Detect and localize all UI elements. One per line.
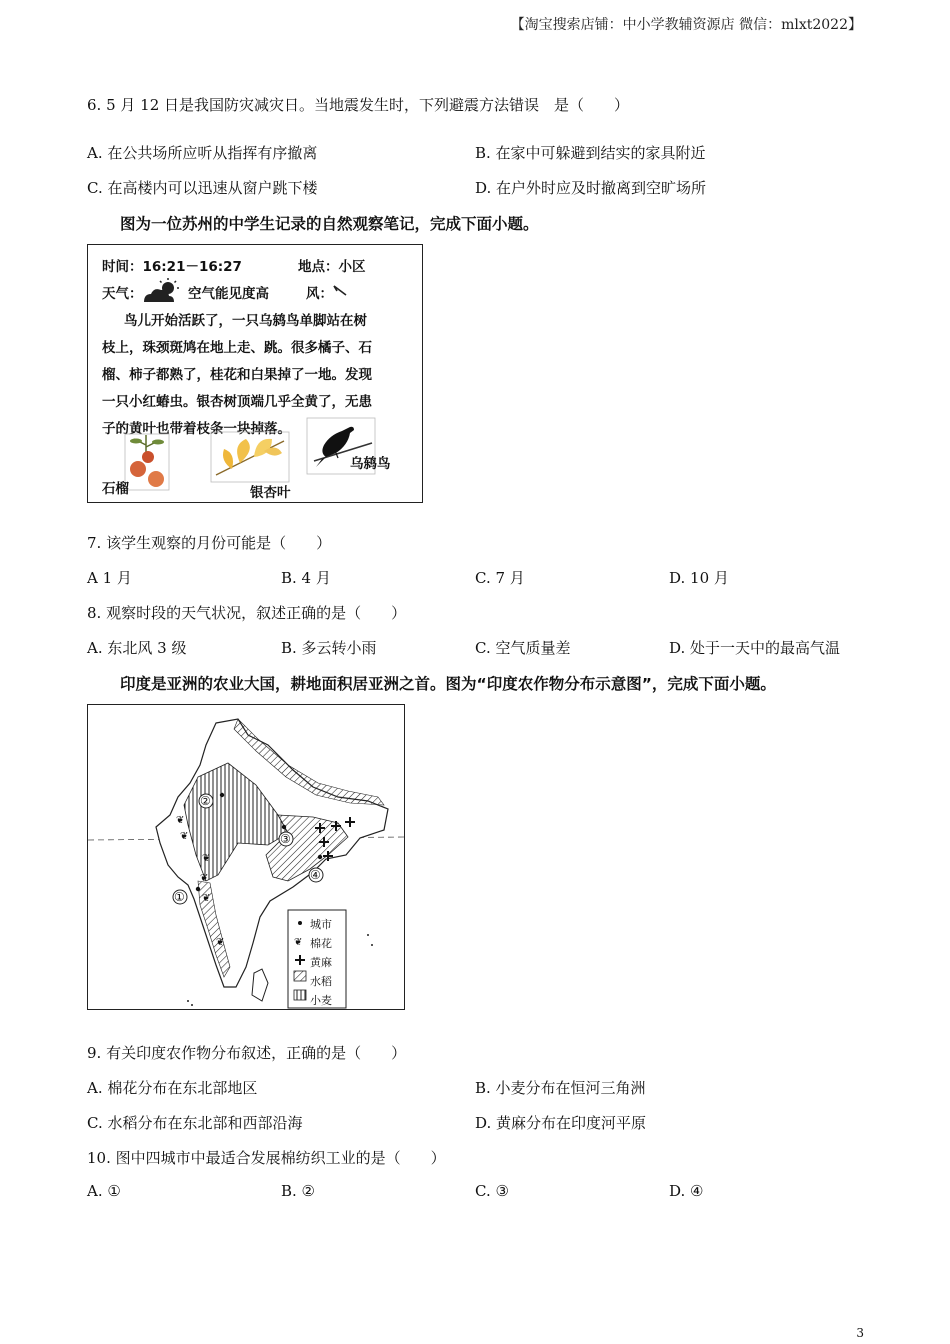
note-line-5: 子的黄叶也带着枝条一块掉落。	[102, 421, 291, 437]
note-line-4: 一只小红蝽虫。银杏树顶端几乎全黄了，无患	[102, 394, 372, 410]
india-map-drawing	[88, 705, 405, 1010]
note-line-2: 枝上，珠颈斑鸠在地上走、跳。很多橘子、石	[102, 340, 372, 356]
legend-wheat-icon	[294, 990, 306, 1000]
map-marker-2: ②	[200, 794, 211, 808]
svg-text:❦: ❦	[200, 873, 209, 884]
q6-option-a[interactable]: A. 在公共场所应听从指挥有序撤离	[87, 144, 318, 162]
q6-option-b[interactable]: B. 在家中可躲避到结实的家具附近	[475, 144, 706, 162]
legend-city-icon	[298, 921, 302, 925]
wind-symbol-icon	[332, 283, 350, 299]
q10-stem: 10. 图中四城市中最适合发展棉纺织工业的是（ ）	[87, 1149, 446, 1167]
note-wind-label: 风：	[306, 286, 333, 302]
sun-cloud-icon	[140, 278, 180, 304]
note-place: 地点：小区	[298, 259, 366, 275]
q10-option-b[interactable]: B. ②	[281, 1182, 316, 1200]
pomegranate-illustration	[124, 433, 170, 491]
q8-stem: 8. 观察时段的天气状况，叙述正确的是（ ）	[87, 604, 407, 622]
label-blackbird: 乌鸫鸟	[350, 456, 391, 472]
india-crop-map	[87, 704, 405, 1010]
page-header: 【淘宝搜索店铺：中小学教辅资源店 微信：mlxt2022】	[510, 17, 862, 33]
q8-option-d[interactable]: D. 处于一天中的最高气温	[669, 639, 841, 657]
q7-option-c[interactable]: C. 7 月	[475, 569, 525, 587]
note-weather-label: 天气：	[102, 286, 143, 302]
svg-text:❦: ❦	[216, 937, 225, 948]
page-number: 3	[856, 1326, 864, 1340]
svg-text:❦: ❦	[176, 815, 185, 826]
q9-option-d[interactable]: D. 黄麻分布在印度河平原	[475, 1114, 647, 1132]
note-line-3: 榴、柿子都熟了，桂花和白果掉了一地。发现	[102, 367, 372, 383]
svg-text:❦: ❦	[202, 893, 211, 904]
q7-option-a[interactable]: A 1 月	[87, 569, 132, 587]
map-marker-3: ③	[280, 832, 291, 846]
note-line-1: 鸟儿开始活跃了，一只乌鸫鸟单脚站在树	[124, 313, 367, 329]
legend-wheat: 小麦	[310, 994, 332, 1007]
q7-option-d[interactable]: D. 10 月	[669, 569, 729, 587]
q10-option-c[interactable]: C. ③	[475, 1182, 509, 1200]
q10-option-d[interactable]: D. ④	[669, 1182, 704, 1200]
q8-option-c[interactable]: C. 空气质量差	[475, 639, 571, 657]
label-pomegranate: 石榴	[102, 481, 129, 497]
svg-text:❦: ❦	[202, 853, 211, 864]
q8-option-b[interactable]: B. 多云转小雨	[281, 639, 377, 657]
q9-option-c[interactable]: C. 水稻分布在东北部和西部沿海	[87, 1114, 303, 1132]
intro-india-map: 印度是亚洲的农业大国，耕地面积居亚洲之首。图为“印度农作物分布示意图”，完成下面小题。	[120, 675, 776, 693]
note-time: 时间：16:21－16:27	[102, 259, 242, 275]
q10-option-a[interactable]: A. ①	[87, 1182, 121, 1200]
legend-cotton: 棉花	[310, 937, 332, 950]
q6-option-d[interactable]: D. 在户外时应及时撤离到空旷场所	[475, 179, 707, 197]
q9-option-a[interactable]: A. 棉花分布在东北部地区	[87, 1079, 258, 1097]
legend-rice-icon	[294, 971, 306, 981]
legend-rice: 水稻	[310, 975, 332, 988]
q9-stem: 9. 有关印度农作物分布叙述，正确的是（ ）	[87, 1044, 407, 1062]
svg-text:❦: ❦	[180, 831, 189, 842]
q6-stem: 6. 5 月 12 日是我国防灾减灾日。当地震发生时，下列避震方法错误 是（ ）	[87, 96, 630, 114]
q7-option-b[interactable]: B. 4 月	[281, 569, 331, 587]
q8-option-a[interactable]: A. 东北风 3 级	[87, 639, 187, 657]
note-visibility: 空气能见度高	[188, 286, 269, 302]
q7-stem: 7. 该学生观察的月份可能是（ ）	[87, 534, 332, 552]
observation-note	[87, 244, 423, 503]
label-ginkgo: 银杏叶	[250, 485, 291, 501]
legend-city: 城市	[310, 918, 332, 931]
legend-jute: 黄麻	[310, 956, 332, 969]
map-marker-1: ①	[174, 890, 185, 904]
legend-cotton-icon: ❦	[294, 937, 303, 948]
q6-option-c[interactable]: C. 在高楼内可以迅速从窗户跳下楼	[87, 179, 318, 197]
intro-observation-note: 图为一位苏州的中学生记录的自然观察笔记，完成下面小题。	[120, 215, 539, 233]
ginkgo-leaf-illustration	[210, 431, 290, 483]
map-marker-4: ④	[310, 868, 321, 882]
q9-option-b[interactable]: B. 小麦分布在恒河三角洲	[475, 1079, 646, 1097]
